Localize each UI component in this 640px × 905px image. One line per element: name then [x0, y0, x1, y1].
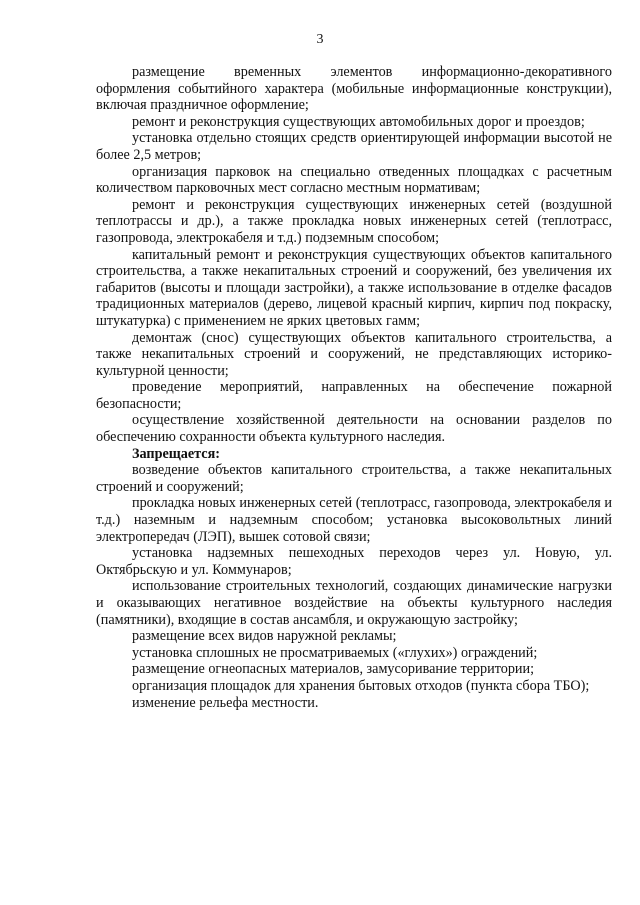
prohibited-item: размещение всех видов наружной рекламы; — [132, 628, 397, 645]
prohibited-item: установка надземных пешеходных переходов через ул. Новую, ул. Октябрьскую и ул. Коммунаров; — [96, 545, 612, 578]
prohibited-item: установка сплошных не просматриваемых («глухих») ограждений; — [132, 644, 538, 661]
prohibited-heading: Запрещается: — [132, 445, 220, 462]
allowed-item: установка отдельно стоящих средств ориентирующей информации высотой не более 2,5 метров; — [96, 130, 612, 163]
allowed-item: ремонт и реконструкция существующих инженерных сетей (воздушной теплотрассы и др.), а также прокладка новых инженерных сетей (теплотрасс, газопровода, электрокабеля и т.д.) подземным способом; — [96, 196, 612, 246]
allowed-item: ремонт и реконструкция существующих автомобильных дорог и проездов; — [132, 113, 585, 130]
prohibited-item: изменение рельефа местности. — [132, 694, 319, 711]
prohibited-item: организация площадок для хранения бытовых отходов (пункта сбора ТБО); — [132, 677, 590, 694]
prohibited-item: возведение объектов капитального строительства, а также некапитальных строений и сооружений; — [96, 462, 612, 495]
allowed-item: размещение временных элементов информационно-декоративного оформления событийного характера (мобильные информационные конструкции), включая праздничное оформление; — [96, 64, 612, 114]
allowed-item: демонтаж (снос) существующих объектов капитального строительства, а также некапитальных строений и сооружений, не представляющих историко-культурной ценности; — [96, 329, 612, 379]
allowed-item: проведение мероприятий, направленных на обеспечение пожарной безопасности; — [96, 379, 612, 412]
document-body — [96, 64, 612, 711]
prohibited-item: прокладка новых инженерных сетей (теплотрасс, газопровода, электрокабеля и т.д.) наземным и надземным способом; установка высоковольтных линий электропередач (ЛЭП), вышек сотовой связи; — [96, 495, 612, 545]
allowed-item: осуществление хозяйственной деятельности на основании разделов по обеспечению сохранности объекта культурного наследия. — [96, 412, 612, 446]
allowed-item: капитальный ремонт и реконструкция существующих объектов капитального строительства, а также некапитальных строений и сооружений, без увеличения их габаритов (высоты и площади застройки), а также использование в отделке фасадов традиционных материалов (дерево, лицевой красный кирпич, кирпич под покраску, штукатурка) с применением не ярких цветовых гамм; — [96, 246, 612, 329]
page-number: 3 — [316, 32, 324, 47]
prohibited-item: использование строительных технологий, создающих динамические нагрузки и оказывающих негативное воздействие на объекты культурного наследия (памятники), входящие в состав ансамбля, и окружающую застройку; — [96, 578, 612, 628]
prohibited-item: размещение огнеопасных материалов, замусоривание территории; — [132, 661, 535, 678]
allowed-item: организация парковок на специально отведенных площадках с расчетным количеством парковочных мест согласно местным нормативам; — [96, 163, 612, 197]
